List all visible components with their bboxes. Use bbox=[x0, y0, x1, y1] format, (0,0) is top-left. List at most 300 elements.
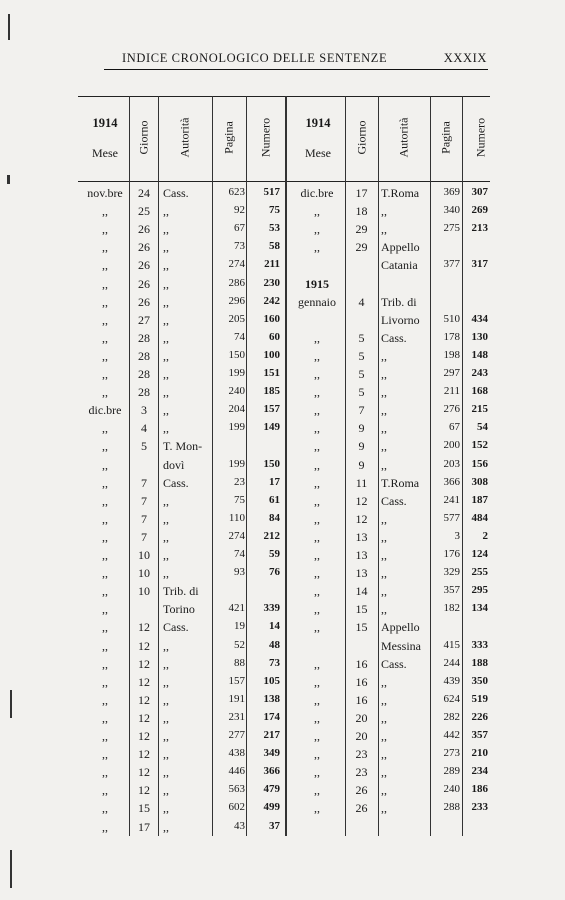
right-cell-pag: 289 bbox=[443, 765, 460, 778]
left-cell-pag: 74 bbox=[234, 330, 245, 343]
right-cell-num: 187 bbox=[471, 493, 488, 506]
right-cell-mese: ,, bbox=[314, 348, 320, 363]
right-cell-aut: ,, bbox=[381, 602, 387, 617]
right-cell-mese: ,, bbox=[314, 729, 320, 743]
left-cell-pag: 93 bbox=[234, 566, 245, 579]
left-cell-aut: ,, bbox=[163, 493, 169, 508]
left-cell-mese: ,, bbox=[102, 602, 108, 617]
right-cell-mese: ,, bbox=[314, 584, 320, 599]
right-cell-mese: ,, bbox=[314, 240, 320, 255]
right-cell-giorno: 4 bbox=[358, 294, 365, 309]
right-cell-aut: ,, bbox=[381, 692, 387, 707]
left-cell-aut: ,, bbox=[163, 385, 169, 400]
right-cell-aut: ,, bbox=[381, 511, 387, 526]
left-cell-giorno: 12 bbox=[138, 638, 150, 653]
left-cell-mese: ,, bbox=[102, 801, 108, 816]
left-cell-pag: 157 bbox=[228, 674, 245, 687]
right-cell-mese: ,, bbox=[314, 385, 320, 400]
right-cell-pag: 577 bbox=[443, 511, 460, 524]
left-cell-num: 174 bbox=[263, 710, 280, 723]
left-cell-aut: dovì bbox=[163, 457, 185, 472]
left-cell-giorno: 10 bbox=[138, 566, 150, 581]
left-cell-giorno: 7 bbox=[141, 529, 147, 544]
right-cell-num: 130 bbox=[471, 330, 488, 343]
right-cell-pag: 297 bbox=[443, 367, 460, 379]
right-cell-mese: ,, bbox=[314, 656, 320, 671]
right-giorno-heading: Giorno bbox=[354, 120, 369, 155]
right-cell-mese: ,, bbox=[314, 204, 320, 219]
left-cell-giorno: 25 bbox=[138, 204, 150, 219]
right-cell-mese: dic.bre bbox=[300, 186, 334, 200]
left-cell-aut: ,, bbox=[163, 222, 169, 237]
left-cell-aut: ,, bbox=[163, 638, 169, 653]
left-cell-num: 160 bbox=[263, 312, 280, 325]
left-cell-pag: 623 bbox=[228, 186, 245, 198]
left-cell-pag: 191 bbox=[228, 692, 245, 705]
right-cell-aut: ,, bbox=[381, 747, 387, 762]
right-cell-pag: 244 bbox=[443, 656, 460, 669]
left-cell-mese: ,, bbox=[102, 240, 108, 255]
left-cell-giorno: 28 bbox=[138, 385, 150, 400]
left-cell-num: 60 bbox=[269, 330, 280, 343]
right-cell-giorno: 20 bbox=[355, 729, 368, 743]
right-cell-mese: ,, bbox=[314, 674, 320, 689]
right-cell-aut: Trib. di bbox=[381, 294, 417, 309]
left-cell-pag: 74 bbox=[234, 548, 245, 560]
right-cell-num: 210 bbox=[471, 747, 488, 760]
right-cell-num: 308 bbox=[471, 475, 488, 488]
right-cell-aut: ,, bbox=[381, 765, 387, 780]
left-cell-pag: 150 bbox=[228, 348, 245, 361]
left-cell-num: 151 bbox=[263, 367, 280, 379]
right-cell-aut: ,, bbox=[381, 348, 387, 363]
right-cell-num: 434 bbox=[471, 312, 488, 325]
left-cell-aut: ,, bbox=[163, 204, 169, 219]
left-cell-num: 366 bbox=[263, 765, 280, 778]
left-cell-num: 76 bbox=[269, 566, 280, 579]
right-pagina-heading: Pagina bbox=[438, 121, 453, 154]
left-cell-aut: ,, bbox=[163, 312, 169, 327]
left-cell-num: 84 bbox=[269, 511, 280, 524]
left-cell-pag: 274 bbox=[228, 258, 245, 271]
left-cell-pag: 274 bbox=[228, 529, 245, 542]
scan-mark bbox=[10, 850, 12, 888]
right-cell-mese: ,, bbox=[314, 620, 320, 635]
left-cell-pag: 110 bbox=[228, 511, 245, 524]
left-cell-pag: 277 bbox=[228, 729, 245, 741]
left-cell-mese: ,, bbox=[102, 783, 108, 798]
left-autorita-heading: Autorità bbox=[177, 117, 192, 158]
right-cell-giorno: 13 bbox=[355, 566, 368, 581]
right-cell-aut: ,, bbox=[381, 204, 387, 219]
left-cell-pag: 75 bbox=[234, 493, 245, 506]
right-cell-giorno: 5 bbox=[358, 330, 365, 345]
scan-mark bbox=[7, 175, 10, 184]
right-cell-aut: ,, bbox=[381, 385, 387, 400]
right-cell-num: 168 bbox=[471, 385, 488, 398]
left-cell-mese: ,, bbox=[102, 312, 108, 327]
right-year-heading: 1914 bbox=[305, 116, 331, 130]
right-cell-num: 350 bbox=[471, 674, 488, 687]
left-cell-aut: ,, bbox=[163, 276, 169, 291]
left-cell-aut: ,, bbox=[163, 566, 169, 581]
right-cell-mese: ,, bbox=[314, 493, 320, 508]
right-cell-pag: 340 bbox=[443, 204, 460, 217]
right-cell-giorno: 16 bbox=[355, 674, 368, 689]
left-cell-aut: Trib. di bbox=[163, 584, 199, 599]
left-cell-num: 217 bbox=[263, 729, 280, 741]
right-cell-giorno: 5 bbox=[358, 367, 365, 381]
left-cell-giorno: 12 bbox=[138, 729, 150, 743]
right-cell-aut: ,, bbox=[381, 222, 387, 237]
right-cell-num: 484 bbox=[471, 511, 488, 524]
left-cell-num: 339 bbox=[263, 602, 280, 615]
left-cell-mese: ,, bbox=[102, 765, 108, 780]
left-cell-num: 212 bbox=[263, 529, 280, 542]
column-divider bbox=[158, 96, 159, 836]
table-top-rule bbox=[78, 96, 490, 97]
left-cell-mese: ,, bbox=[102, 620, 108, 635]
left-cell-pag: 43 bbox=[234, 819, 245, 832]
right-cell-giorno: 9 bbox=[358, 457, 365, 472]
right-cell-mese: ,, bbox=[314, 403, 320, 418]
left-cell-pag: 199 bbox=[228, 421, 245, 434]
right-cell-pag: 288 bbox=[443, 801, 460, 814]
left-cell-giorno: 12 bbox=[138, 620, 150, 635]
right-cell-mese: ,, bbox=[314, 475, 320, 490]
left-cell-mese: ,, bbox=[102, 548, 108, 562]
left-cell-aut: ,, bbox=[163, 765, 169, 780]
right-cell-num: 148 bbox=[471, 348, 488, 361]
left-cell-aut: ,, bbox=[163, 529, 169, 544]
left-cell-mese: ,, bbox=[102, 747, 108, 762]
left-cell-aut: ,, bbox=[163, 258, 169, 273]
right-cell-pag: 198 bbox=[443, 348, 460, 361]
right-cell-num: 357 bbox=[471, 729, 488, 741]
right-cell-pag: 369 bbox=[443, 186, 460, 198]
left-cell-aut: ,, bbox=[163, 801, 169, 816]
left-cell-aut: ,, bbox=[163, 511, 169, 526]
left-cell-pag: 240 bbox=[228, 385, 245, 398]
right-cell-aut: ,, bbox=[381, 566, 387, 581]
column-divider bbox=[378, 96, 379, 836]
left-cell-pag: 602 bbox=[228, 801, 245, 814]
right-cell-giorno: 9 bbox=[358, 439, 365, 454]
left-cell-num: 61 bbox=[269, 493, 280, 506]
left-cell-pag: 23 bbox=[234, 475, 245, 488]
right-cell-giorno: 29 bbox=[355, 240, 368, 255]
left-cell-num: 242 bbox=[263, 294, 280, 307]
left-cell-pag: 296 bbox=[228, 294, 245, 307]
left-cell-mese: ,, bbox=[102, 276, 108, 291]
right-cell-num: 519 bbox=[471, 692, 488, 705]
left-cell-num: 230 bbox=[263, 276, 280, 289]
right-cell-aut: ,, bbox=[381, 367, 387, 381]
left-cell-mese: ,, bbox=[102, 367, 108, 381]
left-cell-num: 150 bbox=[263, 457, 280, 470]
right-cell-mese: ,, bbox=[314, 421, 320, 436]
left-cell-giorno: 15 bbox=[138, 801, 150, 816]
left-cell-mese: ,, bbox=[102, 692, 108, 707]
left-cell-mese: nov.bre bbox=[87, 186, 123, 200]
left-cell-pag: 231 bbox=[228, 710, 245, 723]
left-cell-aut: ,, bbox=[163, 710, 169, 725]
right-cell-mese: 1915 bbox=[305, 276, 329, 291]
right-cell-mese: ,, bbox=[314, 765, 320, 780]
right-mese-heading: Mese bbox=[305, 146, 331, 160]
left-cell-num: 479 bbox=[263, 783, 280, 796]
left-cell-giorno: 28 bbox=[138, 348, 150, 363]
right-cell-giorno: 13 bbox=[355, 548, 368, 562]
right-cell-giorno: 12 bbox=[355, 511, 368, 526]
left-giorno-heading: Giorno bbox=[136, 120, 151, 155]
left-cell-num: 349 bbox=[263, 747, 280, 760]
right-cell-aut: ,, bbox=[381, 674, 387, 689]
right-cell-giorno: 23 bbox=[355, 747, 368, 762]
right-cell-mese: ,, bbox=[314, 548, 320, 562]
right-cell-giorno: 7 bbox=[358, 403, 365, 418]
left-cell-giorno: 10 bbox=[138, 548, 150, 562]
left-cell-mese: ,, bbox=[102, 330, 108, 345]
right-cell-giorno: 15 bbox=[355, 602, 368, 617]
left-cell-pag: 286 bbox=[228, 276, 245, 289]
right-cell-num: 243 bbox=[471, 367, 488, 379]
left-cell-aut: ,, bbox=[163, 656, 169, 671]
right-cell-aut: ,, bbox=[381, 529, 387, 544]
left-cell-pag: 67 bbox=[234, 222, 245, 235]
left-cell-aut: ,, bbox=[163, 348, 169, 363]
right-cell-pag: 176 bbox=[443, 548, 460, 560]
left-cell-mese: ,, bbox=[102, 348, 108, 363]
right-cell-mese: ,, bbox=[314, 747, 320, 762]
right-cell-pag: 329 bbox=[443, 566, 460, 579]
left-cell-num: 499 bbox=[263, 801, 280, 814]
right-cell-aut: Appello bbox=[381, 620, 420, 635]
left-cell-num: 211 bbox=[264, 258, 280, 271]
right-cell-num: 269 bbox=[471, 204, 488, 217]
right-cell-aut: Cass. bbox=[381, 493, 407, 508]
right-cell-pag: 282 bbox=[443, 710, 460, 723]
left-cell-giorno: 7 bbox=[141, 493, 147, 508]
right-cell-aut: T.Roma bbox=[381, 186, 420, 200]
right-cell-num: 215 bbox=[471, 403, 488, 416]
left-cell-mese: ,, bbox=[102, 493, 108, 508]
left-cell-giorno: 3 bbox=[141, 403, 147, 418]
left-cell-giorno: 5 bbox=[141, 439, 147, 454]
left-cell-giorno: 28 bbox=[138, 330, 150, 345]
left-cell-mese: ,, bbox=[102, 729, 108, 743]
right-cell-mese: ,, bbox=[314, 511, 320, 526]
right-cell-pag: 211 bbox=[443, 385, 460, 398]
left-cell-aut: Cass. bbox=[163, 620, 189, 635]
right-cell-num: 234 bbox=[471, 765, 488, 778]
right-cell-giorno: 17 bbox=[355, 186, 368, 200]
left-cell-num: 17 bbox=[269, 475, 280, 488]
right-cell-mese: ,, bbox=[314, 710, 320, 725]
left-cell-mese: ,, bbox=[102, 511, 108, 526]
left-cell-aut: ,, bbox=[163, 819, 169, 834]
right-cell-pag: 439 bbox=[443, 674, 460, 687]
right-cell-mese: ,, bbox=[314, 457, 320, 472]
left-cell-giorno: 7 bbox=[141, 475, 147, 490]
left-cell-giorno: 10 bbox=[138, 584, 150, 599]
page-title: INDICE CRONOLOGICO DELLE SENTENZE bbox=[122, 51, 388, 65]
right-cell-pag: 377 bbox=[443, 258, 460, 271]
left-cell-giorno: 12 bbox=[138, 692, 150, 707]
left-cell-num: 75 bbox=[269, 204, 280, 217]
right-cell-giorno: 20 bbox=[355, 710, 368, 725]
left-cell-aut: ,, bbox=[163, 367, 169, 381]
right-cell-mese: ,, bbox=[314, 801, 320, 816]
left-cell-aut: ,, bbox=[163, 403, 169, 418]
left-cell-num: 185 bbox=[263, 385, 280, 398]
left-cell-mese: ,, bbox=[102, 656, 108, 671]
table-header-rule bbox=[78, 181, 490, 182]
right-cell-num: 295 bbox=[471, 584, 488, 597]
left-cell-giorno: 24 bbox=[138, 186, 150, 200]
left-cell-aut: Torino bbox=[163, 602, 195, 617]
left-cell-num: 53 bbox=[269, 222, 280, 235]
right-cell-pag: 241 bbox=[443, 493, 460, 506]
left-cell-giorno: 26 bbox=[138, 258, 150, 273]
left-cell-mese: ,, bbox=[102, 819, 108, 834]
left-cell-num: 73 bbox=[269, 656, 280, 669]
right-cell-aut: Messina bbox=[381, 638, 421, 653]
right-cell-giorno: 16 bbox=[355, 692, 368, 707]
left-cell-num: 105 bbox=[263, 674, 280, 687]
left-cell-giorno: 12 bbox=[138, 656, 150, 671]
left-cell-mese: ,, bbox=[102, 204, 108, 219]
left-cell-mese: ,, bbox=[102, 710, 108, 725]
scan-mark bbox=[10, 690, 12, 718]
left-cell-mese: ,, bbox=[102, 439, 108, 454]
left-cell-num: 14 bbox=[269, 620, 280, 633]
left-cell-num: 59 bbox=[269, 548, 280, 560]
left-cell-pag: 204 bbox=[228, 403, 245, 416]
right-cell-aut: ,, bbox=[381, 439, 387, 454]
left-cell-mese: ,, bbox=[102, 529, 108, 544]
right-cell-giorno: 16 bbox=[355, 656, 368, 671]
right-cell-pag: 366 bbox=[443, 475, 460, 488]
center-divider bbox=[285, 96, 287, 836]
right-cell-giorno: 11 bbox=[355, 475, 368, 490]
left-cell-giorno: 12 bbox=[138, 765, 150, 780]
right-cell-aut: T.Roma bbox=[381, 475, 420, 490]
left-cell-mese: ,, bbox=[102, 674, 108, 689]
right-cell-mese: ,, bbox=[314, 330, 320, 345]
left-cell-aut: ,, bbox=[163, 692, 169, 707]
left-cell-pag: 19 bbox=[234, 620, 245, 633]
right-cell-giorno: 29 bbox=[355, 222, 368, 237]
right-cell-pag: 510 bbox=[443, 312, 460, 325]
left-cell-num: 149 bbox=[263, 421, 280, 434]
left-pagina-heading: Pagina bbox=[221, 121, 236, 154]
left-cell-aut: ,, bbox=[163, 421, 169, 436]
left-cell-pag: 92 bbox=[234, 204, 245, 217]
left-cell-aut: ,, bbox=[163, 674, 169, 689]
right-cell-pag: 624 bbox=[443, 692, 460, 705]
right-cell-aut: ,, bbox=[381, 548, 387, 562]
left-cell-mese: ,, bbox=[102, 258, 108, 273]
right-cell-pag: 273 bbox=[443, 747, 460, 760]
right-cell-pag: 203 bbox=[443, 457, 460, 470]
right-cell-num: 333 bbox=[471, 638, 488, 651]
right-cell-num: 54 bbox=[477, 421, 488, 434]
right-cell-giorno: 5 bbox=[358, 348, 365, 363]
left-cell-aut: Cass. bbox=[163, 186, 189, 200]
right-cell-mese: gennaio bbox=[298, 294, 336, 309]
left-cell-giorno: 12 bbox=[138, 747, 150, 762]
left-cell-pag: 205 bbox=[228, 312, 245, 325]
right-cell-giorno: 13 bbox=[355, 529, 368, 544]
right-cell-pag: 275 bbox=[443, 222, 460, 235]
right-cell-num: 188 bbox=[471, 656, 488, 669]
left-cell-giorno: 28 bbox=[138, 367, 150, 381]
left-cell-giorno: 27 bbox=[138, 312, 150, 327]
left-cell-mese: ,, bbox=[102, 566, 108, 581]
left-cell-mese: ,, bbox=[102, 385, 108, 400]
left-cell-num: 48 bbox=[269, 638, 280, 651]
right-cell-num: 226 bbox=[471, 710, 488, 723]
right-cell-giorno: 23 bbox=[355, 765, 368, 780]
right-cell-giorno: 5 bbox=[358, 385, 365, 400]
right-cell-num: 152 bbox=[471, 439, 488, 452]
right-cell-mese: ,, bbox=[314, 222, 320, 237]
right-cell-aut: Livorno bbox=[381, 312, 420, 327]
left-cell-pag: 563 bbox=[228, 783, 245, 796]
left-cell-mese: ,, bbox=[102, 294, 108, 309]
left-cell-mese: ,, bbox=[102, 457, 108, 472]
right-cell-giorno: 15 bbox=[355, 620, 368, 635]
left-cell-giorno: 12 bbox=[138, 674, 150, 689]
left-cell-aut: ,, bbox=[163, 240, 169, 255]
right-cell-pag: 357 bbox=[443, 584, 460, 597]
right-cell-num: 233 bbox=[471, 801, 488, 814]
right-cell-num: 134 bbox=[471, 602, 488, 615]
right-cell-mese: ,, bbox=[314, 566, 320, 581]
right-cell-num: 307 bbox=[471, 186, 488, 198]
scan-mark bbox=[8, 14, 10, 40]
right-cell-giorno: 12 bbox=[355, 493, 368, 508]
right-cell-giorno: 9 bbox=[358, 421, 365, 436]
right-cell-pag: 442 bbox=[443, 729, 460, 741]
right-cell-aut: Cass. bbox=[381, 330, 407, 345]
right-cell-pag: 3 bbox=[454, 529, 460, 542]
right-cell-giorno: 14 bbox=[355, 584, 368, 599]
right-cell-aut: ,, bbox=[381, 421, 387, 436]
left-cell-pag: 199 bbox=[228, 367, 245, 379]
right-cell-pag: 240 bbox=[443, 783, 460, 796]
right-cell-num: 317 bbox=[471, 258, 488, 271]
left-cell-num: 138 bbox=[263, 692, 280, 705]
left-cell-giorno: 26 bbox=[138, 240, 150, 255]
right-cell-aut: Catania bbox=[381, 258, 418, 273]
right-cell-mese: ,, bbox=[314, 602, 320, 617]
left-mese-heading: Mese bbox=[92, 146, 118, 160]
right-cell-mese: ,, bbox=[314, 367, 320, 381]
right-numero-heading: Numero bbox=[473, 117, 488, 158]
right-cell-aut: Appello bbox=[381, 240, 420, 255]
left-cell-num: 100 bbox=[263, 348, 280, 361]
right-cell-num: 124 bbox=[471, 548, 488, 560]
left-cell-giorno: 4 bbox=[141, 421, 147, 436]
left-cell-mese: ,, bbox=[102, 222, 108, 237]
right-cell-pag: 67 bbox=[449, 421, 460, 434]
right-cell-aut: ,, bbox=[381, 710, 387, 725]
left-numero-heading: Numero bbox=[258, 117, 273, 158]
left-cell-pag: 88 bbox=[234, 656, 245, 669]
left-cell-aut: ,, bbox=[163, 548, 169, 562]
